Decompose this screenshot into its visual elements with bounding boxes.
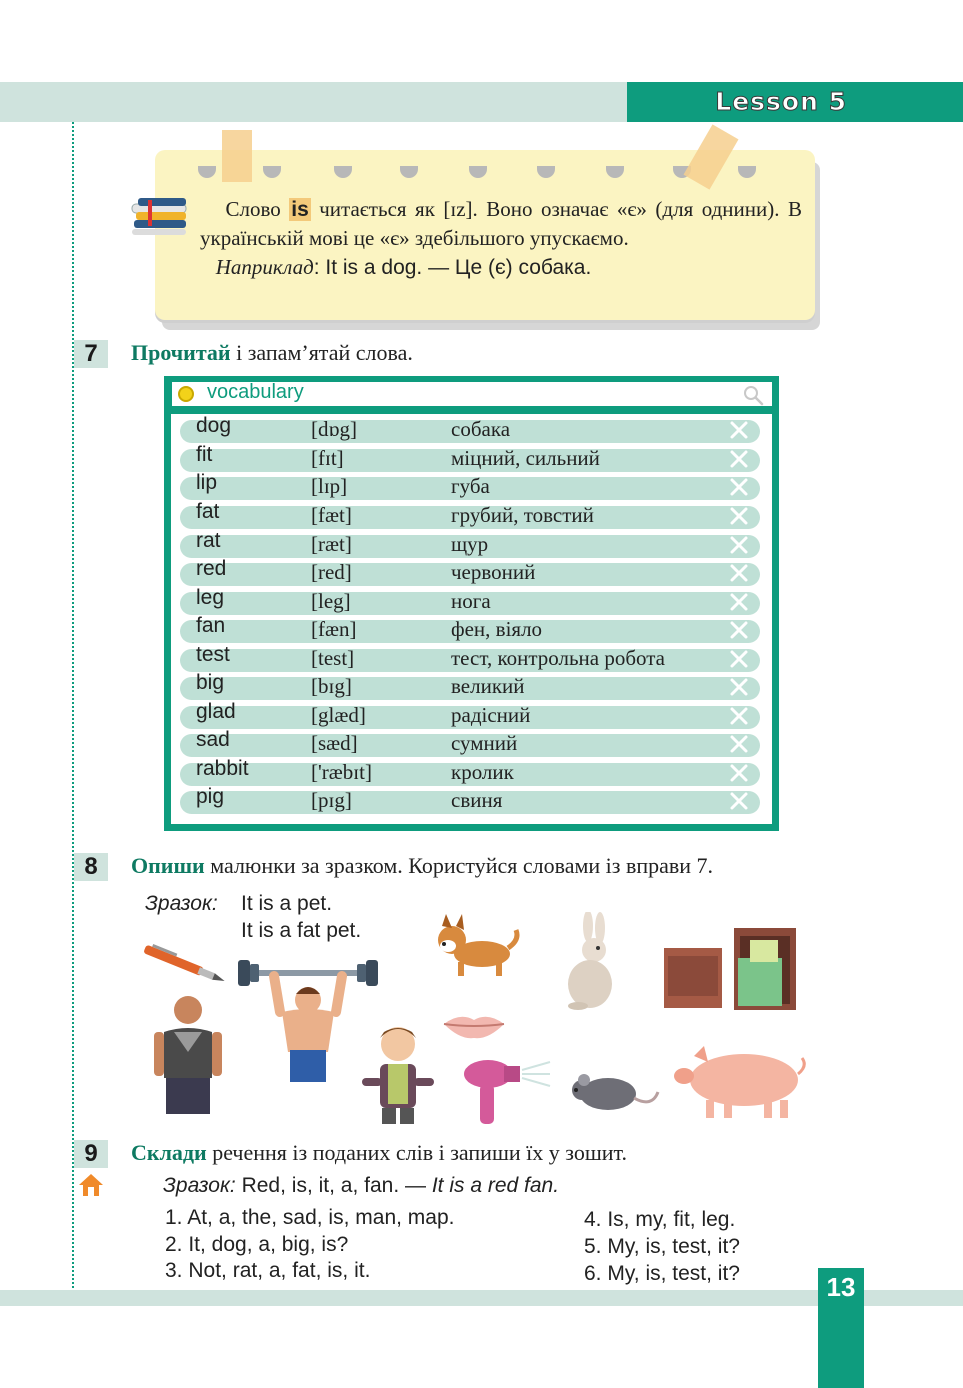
list-item <box>180 757 760 786</box>
lesson-title: Lesson 5 <box>715 87 847 116</box>
margin-dotted-line <box>72 122 74 1292</box>
vocab-transcription: [dɒg] <box>311 417 357 441</box>
note-example-text: : It is a dog. — Це (є) собака. <box>313 256 592 279</box>
close-icon[interactable] <box>728 705 750 727</box>
vocab-word: lip <box>196 471 218 494</box>
vocab-word: glad <box>196 700 236 723</box>
list-item <box>180 643 760 672</box>
close-icon[interactable] <box>728 419 750 441</box>
vocab-transcription: [fæn] <box>311 617 357 641</box>
page-number: 13 <box>826 1272 856 1302</box>
dog-image <box>430 912 520 978</box>
vocab-transcription: [red] <box>311 560 352 584</box>
list-item <box>180 586 760 615</box>
list-item <box>180 443 760 472</box>
list-item <box>180 500 760 529</box>
home-icon <box>77 1172 105 1198</box>
vocab-transcription: [fɪt] <box>311 446 344 470</box>
close-icon[interactable] <box>728 476 750 498</box>
close-icon[interactable] <box>728 676 750 698</box>
note-line1-post: читається як [ɪz]. Воно означає «є» (для однини). В українській мові це «є» здебільшого упускаємо. <box>200 197 802 250</box>
sad-boy-image <box>352 1018 444 1126</box>
vocab-transcription: ['ræbɪt] <box>311 760 372 784</box>
man-image <box>150 992 226 1116</box>
vocab-transcription: [fæt] <box>311 503 352 527</box>
close-icon[interactable] <box>728 591 750 613</box>
pig-image <box>670 1044 810 1120</box>
exercise-7-verb: Прочитай <box>131 340 231 365</box>
exercise-item: 4. Is, my, fit, leg. <box>584 1208 736 1231</box>
books-icon <box>128 196 190 238</box>
vocab-transcription: [glæd] <box>311 703 366 727</box>
exercise-9-sample-answer: It is a red fan. <box>431 1174 560 1197</box>
vocab-word: sad <box>196 728 230 751</box>
exercise-item: 6. My, is, test, it? <box>584 1262 740 1285</box>
vocab-word: big <box>196 671 225 694</box>
exercise-number: 8 <box>74 853 108 881</box>
list-item <box>180 471 760 500</box>
exercise-9-verb: Склади <box>131 1140 207 1165</box>
vocab-meaning: радісний <box>451 703 531 727</box>
exercise-number: 9 <box>74 1140 108 1168</box>
vocab-transcription: [sæd] <box>311 731 358 755</box>
list-item <box>180 414 760 443</box>
vocab-transcription: [leg] <box>311 589 351 613</box>
vocab-word: rat <box>196 529 221 552</box>
vocab-meaning: міцний, сильний <box>451 446 600 470</box>
close-icon[interactable] <box>728 505 750 527</box>
exercise-item: 2. It, dog, a, big, is? <box>165 1233 349 1256</box>
vocab-meaning: губа <box>451 474 490 498</box>
vocab-meaning: тест, контрольна робота <box>451 646 665 670</box>
hair-dryer-image <box>458 1056 552 1130</box>
vocab-meaning: собака <box>451 417 511 441</box>
exercise-8-verb: Опиши <box>131 853 205 878</box>
exercise-item: 5. My, is, test, it? <box>584 1235 740 1258</box>
list-item <box>180 529 760 558</box>
close-icon[interactable] <box>728 733 750 755</box>
exercise-8-instruction <box>131 853 713 879</box>
exercise-9-instruction <box>131 1140 627 1166</box>
close-icon[interactable] <box>728 448 750 470</box>
pen-image <box>138 944 230 984</box>
vocab-transcription: [lɪp] <box>311 474 348 498</box>
exercise-9-sample-words: Red, is, it, a, fan. — <box>235 1174 432 1197</box>
exercise-9-sample-label: Зразок: <box>163 1174 236 1197</box>
lips-image <box>442 1008 506 1042</box>
vocab-meaning: щур <box>451 532 489 556</box>
tape-decoration <box>222 130 252 182</box>
vocab-meaning: кролик <box>451 760 514 784</box>
vocab-meaning: нога <box>451 589 491 613</box>
vocab-meaning: сумний <box>451 731 518 755</box>
exercise-item: 3. Not, rat, a, fat, is, it. <box>165 1259 371 1282</box>
exercise-7-rest: і запам’ятай слова. <box>230 340 413 365</box>
exercise-8-rest: малюнки за зразком. Користуйся словами із вправи 7. <box>204 853 714 878</box>
list-item <box>180 700 760 729</box>
list-item <box>180 614 760 643</box>
exercise-8-sample-line1: It is a pet. <box>241 892 333 915</box>
note-text <box>200 195 802 282</box>
vocab-meaning: грубий, товстий <box>451 503 594 527</box>
vocab-meaning: свиня <box>451 788 503 812</box>
vocab-word: leg <box>196 586 225 609</box>
close-icon[interactable] <box>728 790 750 812</box>
vocab-transcription: [pɪg] <box>311 788 352 812</box>
exercise-8-sample-label: Зразок: <box>145 892 218 915</box>
vocab-word: pig <box>196 785 225 808</box>
list-item <box>180 557 760 586</box>
exercise-9-rest: речення із поданих слів і запиши їх у зошит. <box>206 1140 628 1165</box>
vocab-meaning: червоний <box>451 560 536 584</box>
close-icon[interactable] <box>728 534 750 556</box>
vocab-word: dog <box>196 414 232 437</box>
vocab-meaning: фен, віяло <box>451 617 543 641</box>
note-line1-pre: Слово <box>225 197 290 221</box>
vocab-word: fat <box>196 500 220 523</box>
furniture-image <box>660 926 810 1012</box>
list-item <box>180 671 760 700</box>
note-example-label: Наприклад <box>215 255 314 279</box>
vocab-word: fit <box>196 443 213 466</box>
close-icon[interactable] <box>728 562 750 584</box>
list-item <box>180 785 760 814</box>
search-icon[interactable] <box>742 384 764 406</box>
close-icon[interactable] <box>728 762 750 784</box>
rat-image <box>566 1064 660 1118</box>
vocab-word: rabbit <box>196 757 249 780</box>
close-icon[interactable] <box>728 648 750 670</box>
vocab-word: red <box>196 557 227 580</box>
close-icon[interactable] <box>728 619 750 641</box>
exercise-item: 1. At, a, the, sad, is, man, map. <box>165 1206 455 1229</box>
note-highlight-word: is <box>291 198 309 221</box>
rabbit-image <box>556 912 626 1012</box>
exercise-number: 7 <box>74 340 108 368</box>
vocab-meaning: великий <box>451 674 525 698</box>
list-item <box>180 728 760 757</box>
exercise-7-instruction <box>131 340 413 366</box>
vocab-word: fan <box>196 614 226 637</box>
vocab-word: test <box>196 643 230 666</box>
search-bullet-icon <box>178 386 194 402</box>
exercise-9-sample <box>163 1174 559 1198</box>
vocab-transcription: [ræt] <box>311 532 352 556</box>
exercise-8-sample-line2: It is a fat pet. <box>241 919 362 942</box>
vocab-transcription: [bɪg] <box>311 674 352 698</box>
vocabulary-search-label: vocabulary <box>207 381 304 403</box>
vocab-transcription: [test] <box>311 646 355 670</box>
